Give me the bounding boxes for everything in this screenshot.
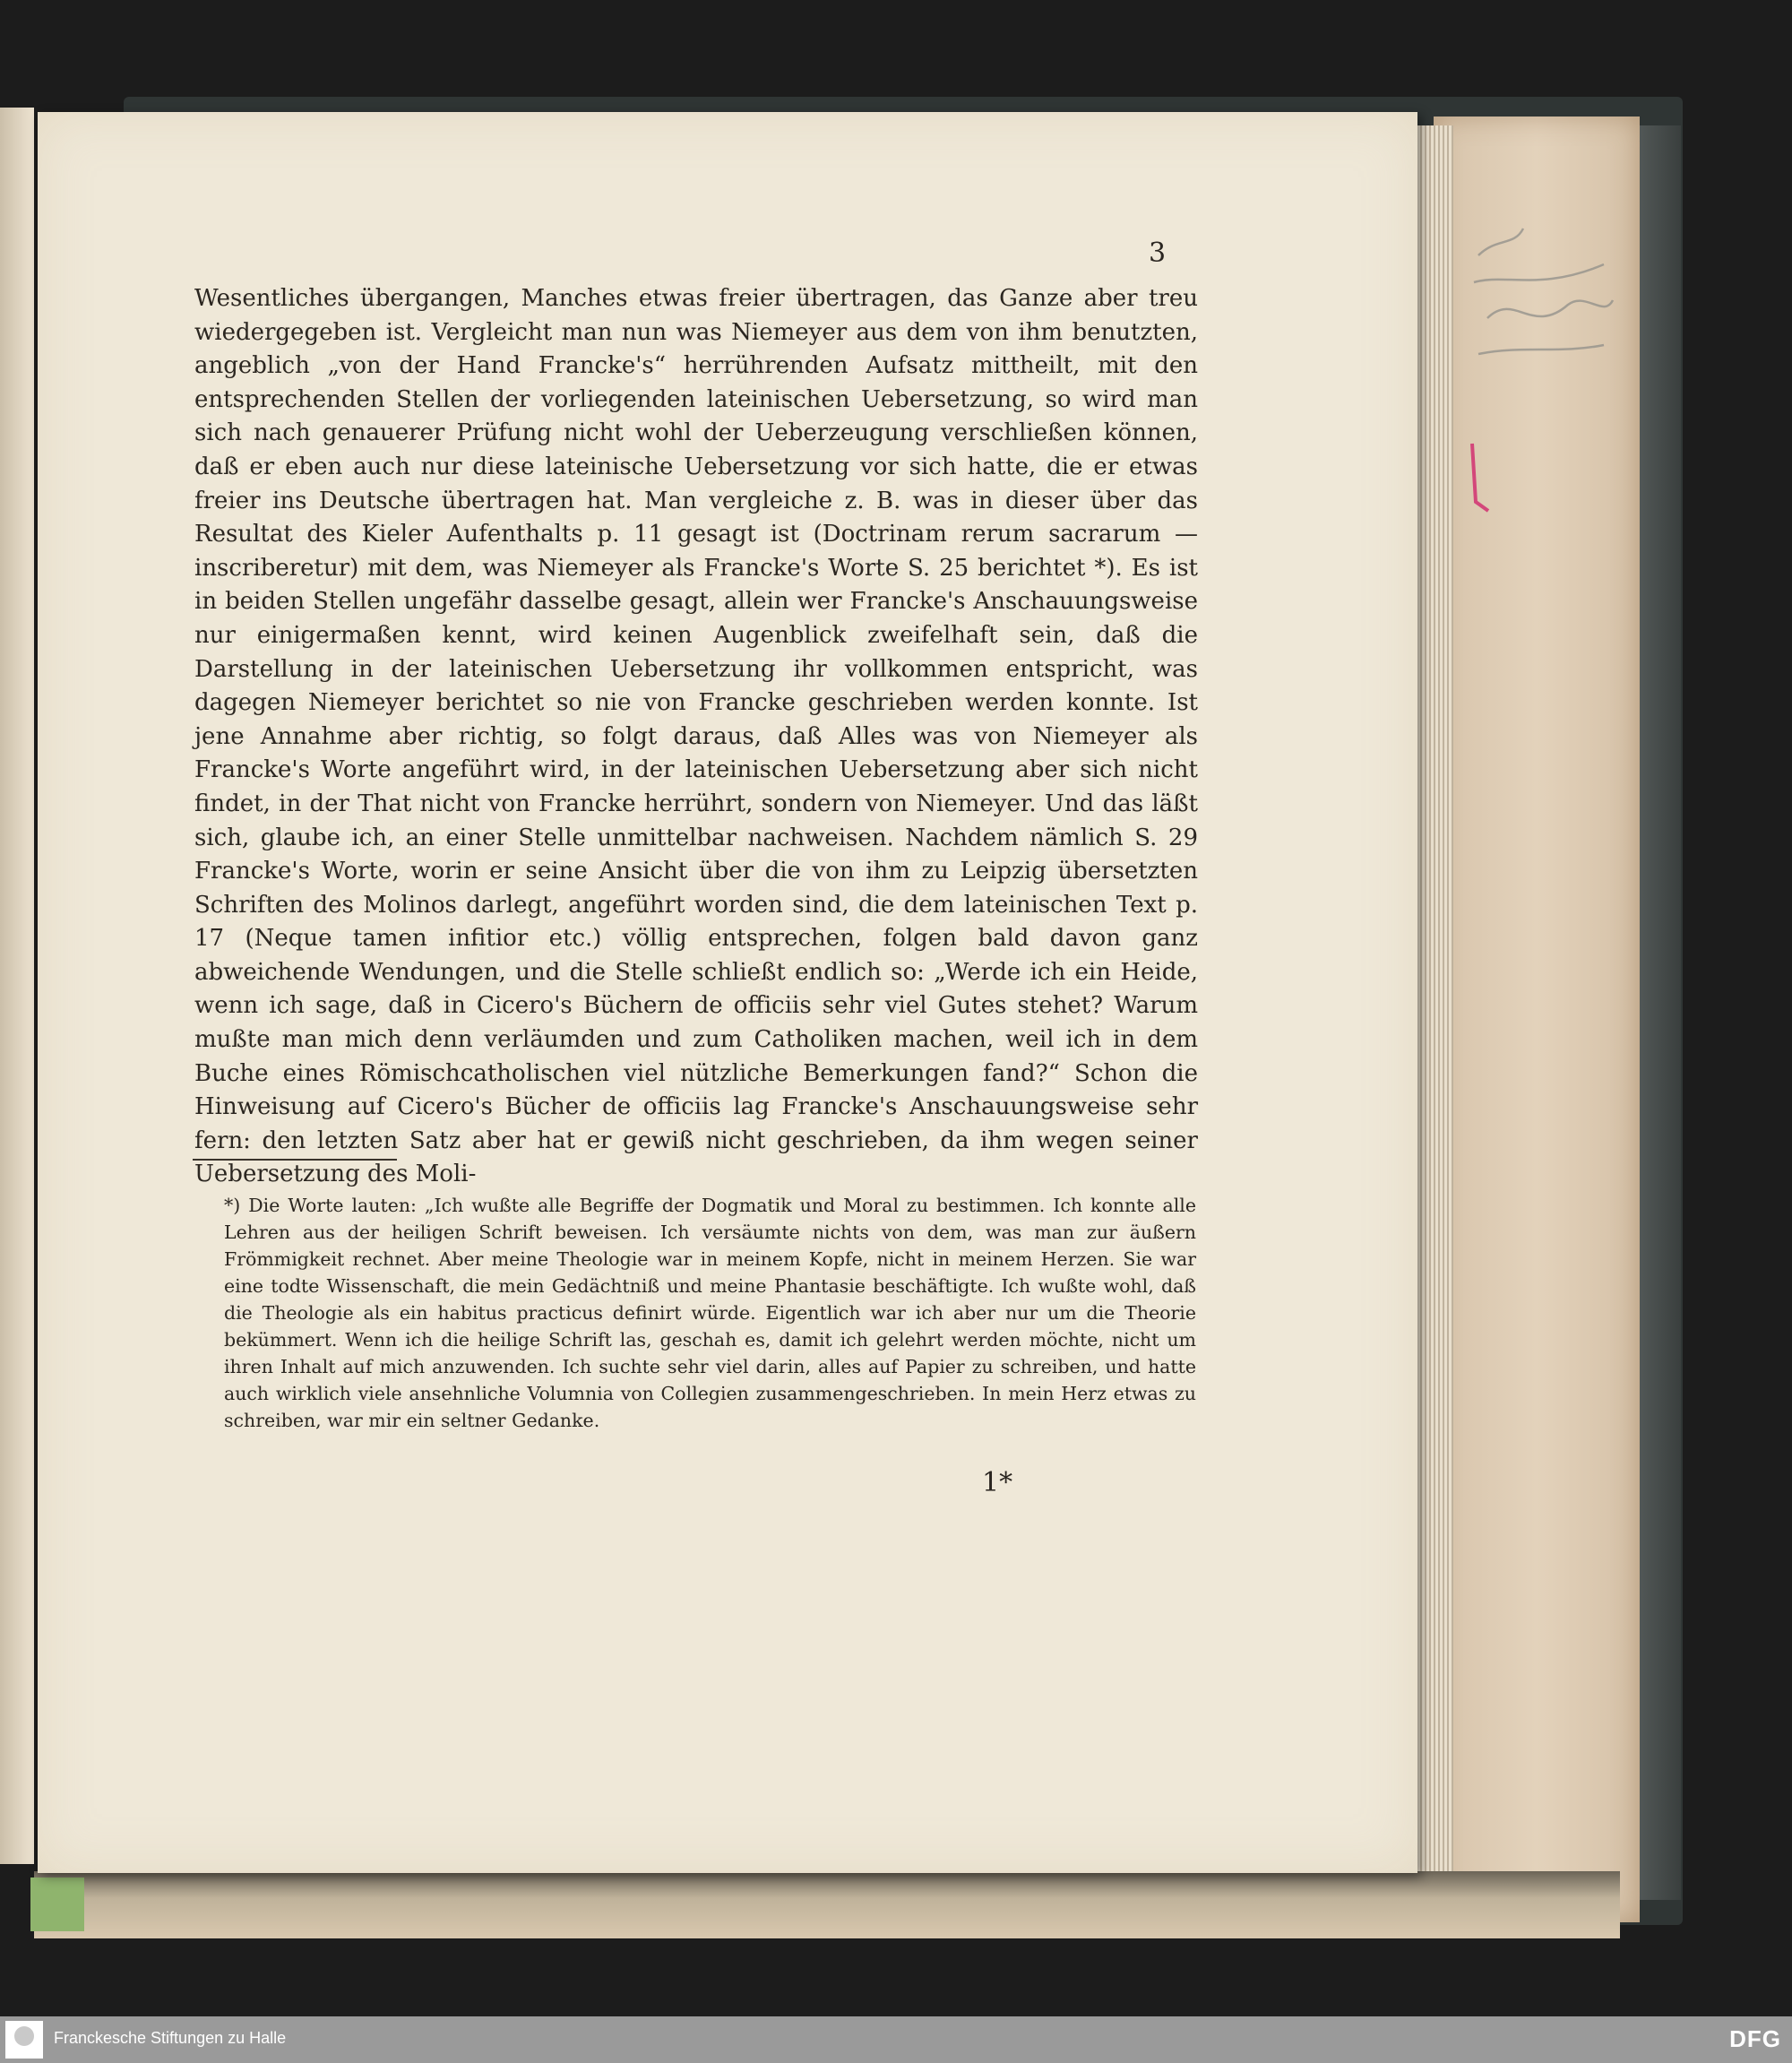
institution-logo-icon [5,2021,43,2059]
green-tab [30,1877,84,1931]
footnote-rule [193,1159,397,1161]
pencil-marks-icon [1460,220,1622,381]
page-number: 3 [1149,237,1167,269]
institution-name: Franckesche Stiftungen zu Halle [54,2029,287,2047]
page-edges [1417,125,1453,1882]
signature-mark: 1* [982,1467,1013,1498]
bottom-edge [34,1871,1620,1938]
book-page [38,112,1417,1873]
footnote: *) Die Worte lauten: „Ich wußte alle Begriffe der Dogmatik und Moral zu bestimmen. Ich konnte alle Lehren aus der heiligen Schrift beweisen. Ich versäumte nichts von dem, was man zur äußern Frömmigkeit rechnet. Aber meine Theologie war in meinem Kopfe, nicht in meinem Herzen. Sie war eine todte Wissenschaft, die mein Gedächtniß und meine Phantasie beschäftigte. Ich wußte wohl, daß die Theologie als ein habitus practicus definirt würde. Eigentlich war ich aber nur um die Theorie bekümmert. Wenn ich die heilige Schrift las, geschah es, damit ich gelehrt werden möchte, nicht um ihren Inhalt auf mich anzuwenden. Ich suchte sehr viel darin, alles auf Papier zu schreiben, und hatte auch wirklich viele ansehnliche Volumnia von Collegien zusammengeschrieben. In mein Herz etwas zu schreiben, war mir ein seltner Gedanke. [224,1195,1196,1431]
left-page-edge [0,108,34,1864]
dfg-logo: DFG [1729,2025,1781,2052]
endpaper [1434,117,1640,1922]
body-text: Wesentliches übergangen, Manches etwas freier übertragen, das Ganze aber treu wiedergegeben ist. Vergleicht man nun was Niemeyer aus dem von ihm benutzten, angeblich „von der Hand Francke's“ herrührenden Aufsatz mittheilt, mit den entsprechenden Stellen der vorliegenden lateinischen Uebersetzung, so wird man sich nach genauerer Prüfung nicht wohl der Ueberzeugung verschließen können, daß er eben auch nur diese lateinische Uebersetzung vor sich hatte, die er etwas freier ins Deutsche übertragen hat. Man vergleiche z. B. was in dieser über das Resultat des Kieler Aufenthalts p. 11 gesagt ist (Doctrinam rerum sacrarum — inscriberetur) mit dem, was Niemeyer als Francke's Worte S. 25 berichtet *). Es ist in beiden Stellen ungefähr dasselbe gesagt, allein wer Francke's Anschauungsweise nur einigermaßen kennt, wird keinen Augenblick zweifelhaft sein, daß die Darstellung in der lateinischen Uebersetzung ihr vollkommen entspricht, was dagegen Niemeyer berichtet so nie von Francke geschrieben werden konnte. Ist jene Annahme aber richtig, so folgt daraus, daß Alles was von Niemeyer als Francke's Worte angeführt wird, in der lateinischen Uebersetzung aber sich nicht findet, in der That nicht von Francke herrührt, sondern von Niemeyer. Und das läßt sich, glaube ich, an einer Stelle unmittelbar nachweisen. Nachdem nämlich S. 29 Francke's Worte, worin er seine Ansicht über die von ihm zu Leipzig übersetzten Schriften des Molinos darlegt, angeführt worden sind, die dem lateinischen Text p. 17 (Neque tamen infitior etc.) völlig entsprechen, folgen bald davon ganz abweichende Wendungen, und die Stelle schließt endlich so: „Werde ich ein Heide, wenn ich sage, daß in Cicero's Büchern de officiis sehr viel Gutes stehet? Warum mußte man mich denn verläumden und zum Catholiken machen, weil ich in dem Buche eines Römischcatholischen viel nützliche Bemerkungen fand?“ Schon die Hinweisung auf Cicero's Bücher de officiis lag Francke's Anschauungsweise sehr fern: den letzten Satz aber hat er gewiß nicht geschrieben, da ihm wegen seiner Uebersetzung des Moli- [194,285,1198,1188]
red-pencil-mark-icon [1465,439,1492,520]
footer-bar [0,2016,1792,2063]
